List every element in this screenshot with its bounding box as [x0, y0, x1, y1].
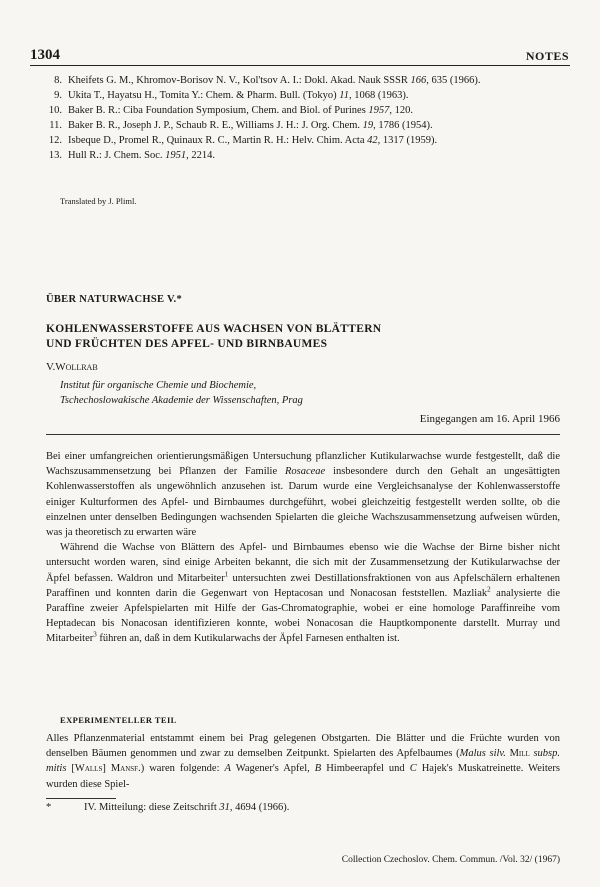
reference-item: 10. Baker B. R.: Ciba Foundation Symposium, Chem. and Biol. of Purines 1957, 120. [48, 105, 414, 116]
reference-item: 11. Baker B. R., Joseph J. P., Schaub R. E., Williams J. H.: J. Org. Chem. 19, 1786 (1954). [49, 120, 433, 131]
translator-credit: Translated by J. Pliml. [60, 196, 137, 206]
footnote: * IV. Mitteilung: diese Zeitschrift 31, 4694 (1966). [46, 802, 290, 813]
title-rule [46, 434, 560, 435]
reference-list [48, 73, 558, 163]
author: V.Wollrab [46, 361, 98, 373]
reference-item: 8. Kheifets G. M., Khromov-Borisov N. V., Kol'tsov A. I.: Dokl. Akad. Nauk SSSR 166, 635 (1966). [54, 75, 481, 86]
article-series-title: ÜBER NATURWACHSE V.* [46, 294, 183, 305]
received-date: Eingegangen am 16. April 1966 [419, 413, 560, 425]
article-title: KOHLENWASSERSTOFFE AUS WACHSEN VON BLÄTTERN UND FRÜCHTEN DES APFEL- UND BIRNBAUMES [46, 323, 382, 350]
affiliation: Institut für organische Chemie und Biochemie, Tschechoslowakische Akademie der Wissenschaften, Prag [60, 380, 303, 406]
journal-footer: Collection Czechoslov. Chem. Commun. /Vol. 32/ (1967) [341, 855, 560, 865]
experimental-text [46, 731, 560, 792]
paragraph-1: Bei einer umfangreichen orientierungsmäßigen Untersuchung pflanzlicher Kutikularwachse wurde festgestellt, daß die Wachszusammensetzung bei Pflanzen der Familie Rosaceae insbesondere durch den Gehalt an ungesättigten Kohlenwasserstoffen als ungewöhnlich anzusehen ist. Darum wurde eine Vergleichsanalyse der Kohlenwasserstoffe einiger Kulturformen des Apfel- und Birnbaumes durchgeführt, wobei gleichzeitig festgestellt werden sollte, ob die einzelnen unter denselben Bedingungen wachsenden Spielarten die gleiche Wachszusammensetzung aufweisen würden, was ja theoretisch zu erwarten wäre [46, 451, 560, 539]
reference-item: 9. Ukita T., Hayatsu H., Tomita Y.: Chem. & Pharm. Bull. (Tokyo) 11, 1068 (1963). [54, 90, 409, 101]
reference-item: 13. Hull R.: J. Chem. Soc. 1951, 2214. [48, 150, 216, 161]
introduction-text [46, 449, 560, 647]
reference-item: 12. Isbeque D., Promel R., Quinaux R. C., Martin R. H.: Helv. Chim. Acta 42, 1317 (1959). [48, 135, 438, 146]
header-rule [30, 65, 570, 66]
footnote-rule [46, 798, 116, 799]
paragraph-2: Während die Wachse von Blättern des Apfel- und Birnbaumes ebenso wie die Wachse der Birne bisher nicht untersucht worden waren, sind einige Arbeiten bekannt, die sich mit der Zusammensetzung der Kutikularwachse der Äpfel befassen. Waldron und Mitarbeiter$^1$ untersuchten zwei Destillationsfraktionen von aus Apfelschälern erhaltenen Paraffinen und konnten darin die Gegenwart von Heptacosan und Nonacosan feststellen. Mazliak$^2$ analysierte die Paraffine zweier Apfelspielarten mit Hilfe der Gas-Chromatographie, wobei er eine homologe Paraffinreihe vom Heptadecan bis Nonacosan identifizieren konnte, wobei Nonacosan die Hauptkomponente darstellt. Murray und Mitarbeiter$^3$ führen an, daß in dem Kutikularwachs der Äpfel Farnesen enthalten ist. [46, 542, 560, 645]
section-header: NOTES [525, 49, 569, 63]
page-number: 1304 [30, 47, 60, 63]
experimental-heading: EXPERIMENTELLER TEIL [60, 715, 177, 725]
paragraph-3: Alles Pflanzenmaterial entstammt einem bei Prag gelegenen Obstgarten. Die Blätter und die Früchte wurden von denselben Bäumen genommen und zwar zu demselben Zeitpunkt. Spielarten des Apfelbaumes (Malus silv. Mill subsp. mitis [Walls] Mansf.) waren folgende: A Wagener's Apfel, B Himbeerapfel und C Hajek's Muskatreinette. Weiters wurden diese Spiel- [46, 733, 560, 790]
